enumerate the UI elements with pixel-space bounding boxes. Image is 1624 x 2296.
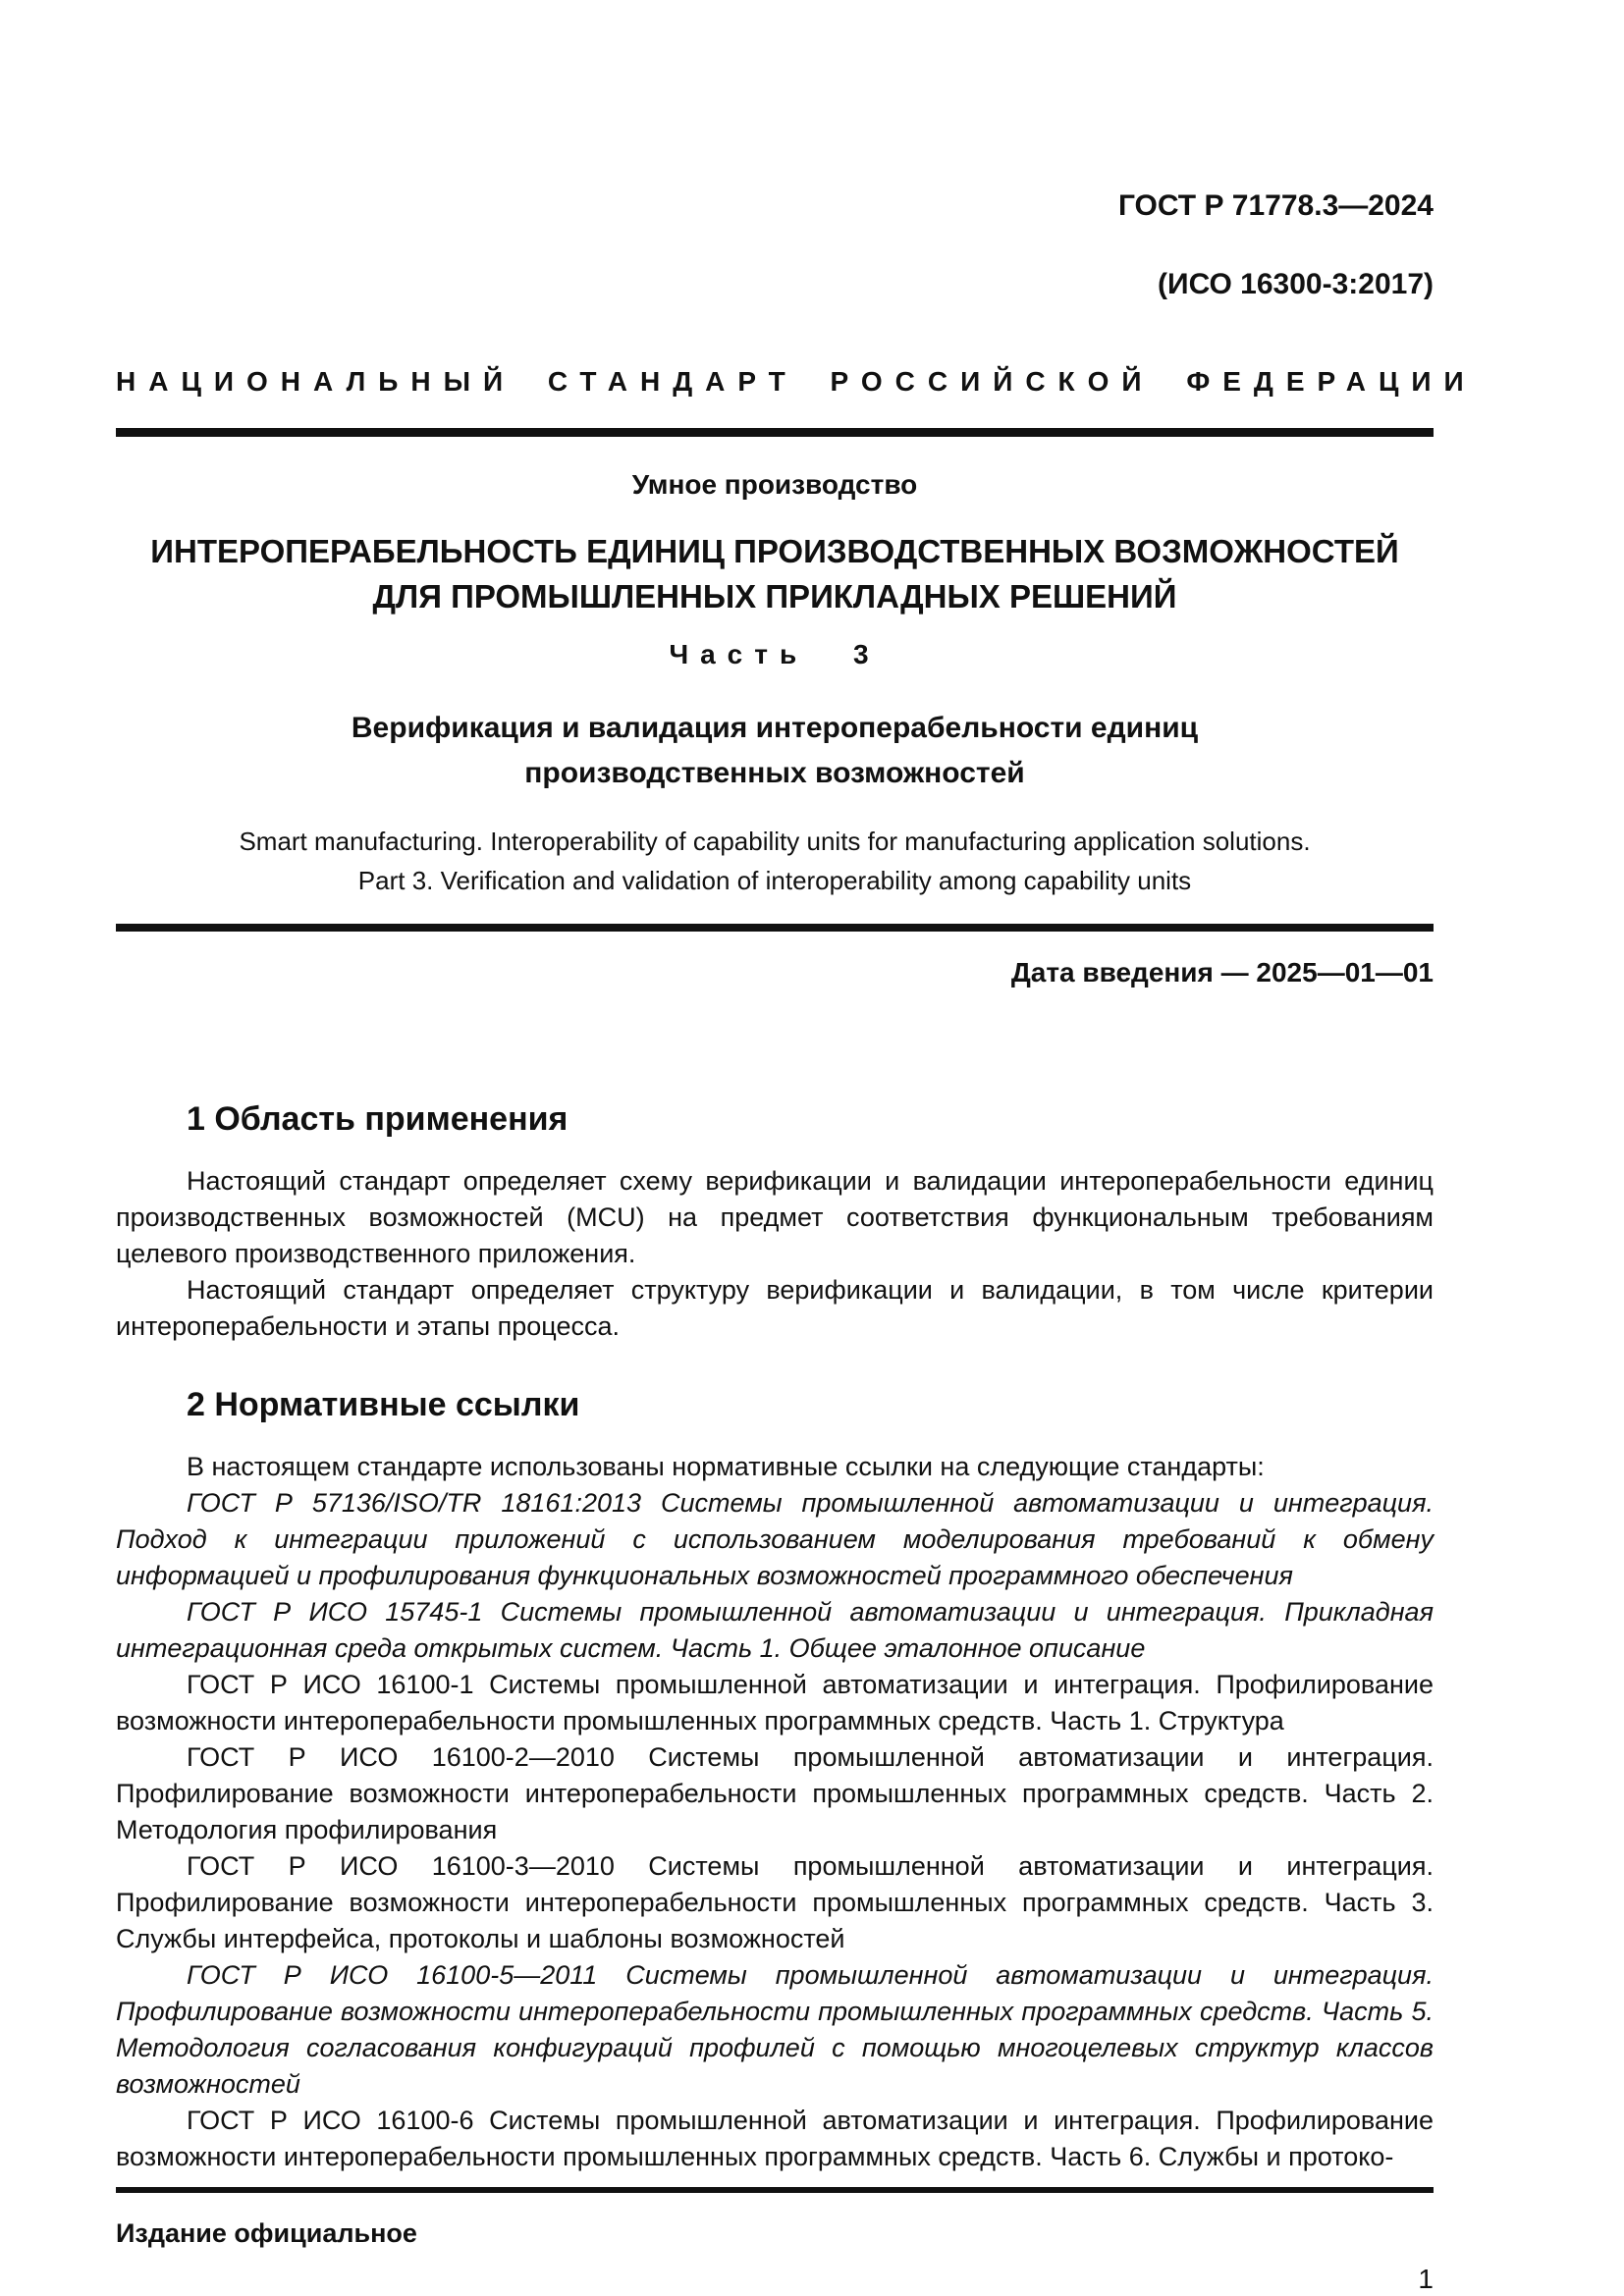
section-1-paragraph: Настоящий стандарт определяет структуру верификации и валидации, в том числе критерии интероперабельности и этапы процесса. [116,1275,1434,1341]
normative-reference: ГОСТ Р ИСО 16100-6 Системы промышленной автоматизации и интеграция. Профилирование возможности интероперабельности промышленных программных средств. Часть 6. Службы и протоко- [116,2106,1434,2171]
effective-date: Дата введения — 2025—01—01 [1010,957,1434,988]
document-number: ГОСТ Р 71778.3—2024 [1117,189,1434,222]
normative-reference: ГОСТ Р ИСО 16100-3—2010 Системы промышленной автоматизации и интеграция. Профилирование возможности интероперабельности промышленных программных средств. Часть 3. Службы интерфейса, протоколы и шаблоны возможностей [116,1851,1434,1953]
normative-reference: ГОСТ Р ИСО 16100-5—2011 Системы промышленной автоматизации и интеграция. Профилирование возможности интероперабельности промышленных программных средств. Часть 5. Методология согласования конфигураций профилей с помощью многоцелевых структур классов возможностей [116,1960,1434,2099]
part-line [116,637,1434,672]
english-title-line-1: Smart manufacturing. Interoperability of capability units for manufacturing application solutions. [239,827,1311,856]
normative-reference: ГОСТ Р ИСО 15745-1 Системы промышленной автоматизации и интеграция. Прикладная интеграционная среда открытых систем. Часть 1. Общее эталонное описание [116,1597,1434,1663]
main-title [116,529,1434,619]
english-title-line-2: Part 3. Verification and validation of interoperability among capability units [357,866,1192,895]
part-number: 3 [852,639,881,669]
normative-reference: ГОСТ Р ИСО 16100-1 Системы промышленной автоматизации и интеграция. Профилирование возможности интероперабельности промышленных программных средств. Часть 1. Структура [116,1670,1434,1735]
horizontal-rule-footer [116,2187,1434,2193]
main-title-line-1: ИНТЕРОПЕРАБЕЛЬНОСТЬ ЕДИНИЦ ПРОИЗВОДСТВЕННЫХ ВОЗМОЖНОСТЕЙ [150,533,1399,569]
section-2-heading: 2 Нормативные ссылки [187,1386,580,1423]
subject-line: Умное производство [631,469,918,500]
horizontal-rule-top [116,428,1434,437]
page-number: 1 [1418,2264,1434,2294]
subtitle-line-1: Верификация и валидация интероперабельности единиц [351,712,1199,744]
edition-note: Издание официальное [116,2218,417,2248]
subtitle-line-2: производственных возможностей [524,757,1025,789]
horizontal-rule-date [116,924,1434,932]
subtitle [116,706,1434,796]
part-label: Часть [669,639,809,669]
federation-heading: НАЦИОНАЛЬНЫЙ СТАНДАРТ РОССИЙСКОЙ ФЕДЕРАЦИИ [116,366,1477,397]
page-content [116,0,1477,2296]
document-number-block [116,147,1434,304]
iso-reference: (ИСО 16300-3:2017) [1158,268,1434,300]
main-title-line-2: ДЛЯ ПРОМЫШЛЕННЫХ ПРИКЛАДНЫХ РЕШЕНИЙ [372,578,1177,614]
normative-reference: ГОСТ Р 57136/ISO/TR 18161:2013 Системы промышленной автоматизации и интеграция. Подход к интеграции приложений с использованием моделирования требований к обмену информацией и профилирования функциональных возможностей программного обеспечения [116,1488,1434,1590]
section-1-heading: 1 Область применения [187,1100,568,1138]
section-2-intro: В настоящем стандарте использованы нормативные ссылки на следующие стандарты: [187,1452,1265,1481]
english-title [116,822,1434,900]
normative-reference: ГОСТ Р ИСО 16100-2—2010 Системы промышленной автоматизации и интеграция. Профилирование возможности интероперабельности промышленных программных средств. Часть 2. Методология профилирования [116,1742,1434,1844]
section-1-paragraph: Настоящий стандарт определяет схему верификации и валидации интероперабельности единиц производственных возможностей (MCU) на предмет соответствия функциональным требованиям целевого производственного приложения. [116,1166,1434,1268]
